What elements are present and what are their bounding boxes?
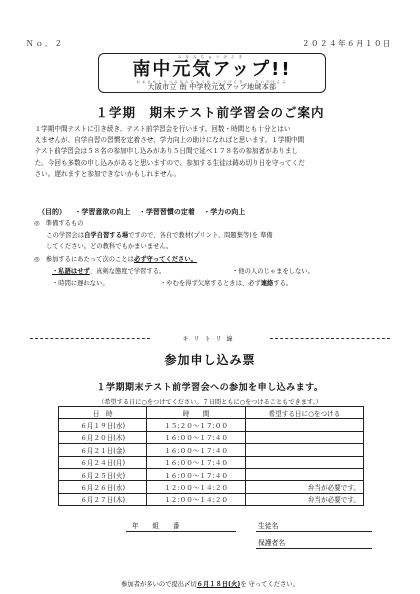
- attendance-mark-cell[interactable]: [245, 419, 363, 431]
- subtitle-ruby: おおさかしりつみなみちゅうがっこうげんき ちいきほんぶ: [136, 80, 288, 84]
- prep-title: ◎ 準備するもの: [34, 220, 84, 227]
- schedule-table: [58, 406, 364, 506]
- date-cell: ６月２７日(木): [59, 493, 147, 505]
- form-note: （希望する日に○をつけてください。７日間ともに○をつけることもできます。）: [98, 399, 322, 406]
- newsletter-title: 南中元気アップ!!: [132, 59, 292, 80]
- guardian-name-field[interactable]: [256, 548, 372, 549]
- date-cell: ６月２６日(水): [59, 481, 147, 493]
- rule-text: する。: [273, 280, 293, 287]
- cut-line-label: キリトリ線: [182, 336, 238, 343]
- grade-class-number-label: 年 組 番: [132, 522, 180, 530]
- rules-title: [34, 255, 197, 266]
- intro-line: テスト前学習会は５８名の参加申し込みがあり５日間で延べ１７８名の参加者がありまし: [34, 147, 299, 156]
- newsletter-subtitle: 大阪市立 南 中学校元気アップ地域本部: [147, 83, 277, 91]
- attendance-mark-cell[interactable]: 弁当が必要です。: [245, 481, 363, 493]
- table-row: [59, 444, 364, 456]
- time-cell: １６:００～１７:４０: [147, 468, 245, 480]
- page-heading: １学期 期末テスト前学習会のご案内: [95, 105, 325, 120]
- time-cell: １６:００～１７:４０: [147, 456, 245, 468]
- rule-item: ・他の人のじゃまをしない。: [232, 268, 314, 275]
- goals-line: [38, 207, 245, 217]
- title-ruby: みなみちゅうげんき: [177, 55, 247, 59]
- time-cell: １６:００～１７:４０: [147, 444, 245, 456]
- rule-emphasis: 連絡: [260, 280, 274, 287]
- rule-text: 、真剣な態度で学習する。: [89, 268, 166, 275]
- form-title: 参加申し込み票: [164, 353, 256, 367]
- attendance-mark-cell[interactable]: [245, 468, 363, 480]
- deadline-note: [0, 579, 420, 588]
- newsletter-title-box: [98, 53, 326, 93]
- prep-text: ですので、各自で教材(プリント、問題集等)を 準備: [128, 232, 273, 239]
- column-header: 希望する日に○をつける: [245, 407, 363, 419]
- prep-line: [40, 231, 273, 242]
- time-cell: １６:００～１７:４０: [147, 431, 245, 443]
- table-row: [59, 456, 364, 468]
- grade-class-number-field[interactable]: [126, 531, 236, 532]
- deadline-text: を 守ってください。: [240, 581, 299, 588]
- date-cell: ６月２１日(金): [59, 444, 147, 456]
- cut-dash-right: [270, 338, 390, 339]
- date-cell: ６月２５日(火): [59, 468, 147, 480]
- table-row: [59, 493, 364, 505]
- attendance-mark-cell[interactable]: [245, 431, 363, 443]
- intro-line: １学期中間テストに引き続き、テスト前学習会を行います。回数・時間とも十分とはい: [34, 125, 291, 133]
- date-cell: ６月２０日(木): [59, 431, 147, 443]
- student-name-label: 生徒名: [258, 522, 279, 530]
- time-cell: １５:２０～１７:００: [147, 419, 245, 431]
- form-subtitle: １学期期末テスト前学習会への参加を申し込みます。: [96, 383, 324, 393]
- column-header: 時 間: [147, 407, 245, 419]
- prep-text: この学習会は: [40, 232, 85, 239]
- attendance-mark-cell[interactable]: [245, 444, 363, 456]
- attendance-mark-cell[interactable]: 弁当が必要です。: [245, 493, 363, 505]
- rule-text: ・やむを得ず欠席するときは、必ず: [160, 280, 261, 287]
- attendance-mark-cell[interactable]: [245, 456, 363, 468]
- table-row: [59, 431, 364, 443]
- column-header: 日 時: [59, 407, 147, 419]
- deadline-text: 参加者が多いので提出〆切: [121, 581, 197, 588]
- cut-line: [30, 333, 390, 343]
- rules-title-text: ◎ 参加するにあたって次のことは: [34, 256, 134, 263]
- intro-line: さい。遅れますと参加できないかもしれません。: [34, 169, 181, 178]
- guardian-name-label: 保護者名: [258, 539, 286, 547]
- issue-date: ２０２４年６月１０日: [302, 39, 392, 48]
- rule-emphasis: ・私語はせず: [52, 268, 90, 275]
- intro-line: えませんが、自学自習の習慣を定着させ、学力向上の助けになればと思います。１学期中間: [34, 136, 305, 145]
- goal-item: ・学力の向上: [203, 208, 246, 216]
- rules-title-emphasis: 必ず守ってください。: [133, 256, 197, 263]
- date-cell: ６月２４日(月): [59, 456, 147, 468]
- table-row: [59, 481, 364, 493]
- student-name-field[interactable]: [256, 531, 372, 532]
- goal-item: ・学習意欲の向上: [74, 208, 131, 216]
- table-row: [59, 419, 364, 431]
- rule-item: ・時間に遅れない。: [52, 280, 109, 287]
- rule-item: [52, 267, 165, 278]
- deadline-date: ６月１８日(火): [196, 581, 241, 588]
- prep-emphasis: 自学自習する場: [84, 232, 129, 239]
- time-cell: １２:００～１４:２０: [147, 481, 245, 493]
- prep-line-2: してください。どの教科でもかまいません。: [46, 243, 173, 250]
- goals-label: （目的）: [38, 208, 66, 216]
- table-header-row: [59, 407, 364, 419]
- date-cell: ６月１９日(水): [59, 419, 147, 431]
- goal-item: ・学習習慣の定着: [138, 208, 195, 216]
- intro-line: た。今回も多数の申し込みがあると思いますので、参加する生徒は鋳め切り日を守ってくだ: [34, 158, 305, 167]
- table-row: [59, 468, 364, 480]
- issue-number: Ｎｏ．２: [26, 39, 64, 48]
- time-cell: １２:００～１４:２０: [147, 493, 245, 505]
- intro-paragraph: [28, 124, 392, 180]
- rule-item: [160, 279, 292, 290]
